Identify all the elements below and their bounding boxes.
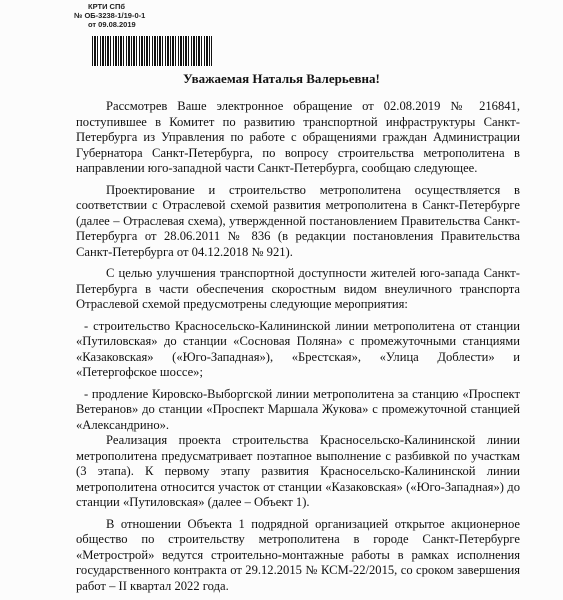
paragraph: В отношении Объекта 1 подрядной организацией открытое акционерное общество по строительству метрополитена в городе Санкт-Петербурге «Метрострой» ведутся строительно-монтажные работы в рамках исполнения государственного контракта от 29.12.2015 № КСМ-22/2015, со сроком завершения работ – II квартал 2022 года. <box>76 516 520 593</box>
paragraph: С целью улучшения транспортной доступности жителей юго-запада Санкт-Петербурга в части обеспечения скоростным видом внеуличного транспорта Отраслевой схемой предусмотрены следующие мероприятия: <box>76 266 520 311</box>
list-item: - продление Кировско-Выборгской линии метрополитена за станцию «Проспект Ветеранов» до станции «Проспект Маршала Жукова» с промежуточной станцией «Александрино». <box>76 386 520 432</box>
paragraph: Рассмотрев Ваше электронное обращение от 02.08.2019 № 216841, поступившее в Комитет по развитию транспортной инфраструктуры Санкт-Петербурга из Управления по работе с обращениями граждан Администрации Губернатора Санкт-Петербурга, по вопросу строительства метрополитена в направлении юго-западной части Санкт-Петербурга, сообщаю следующее. <box>76 99 520 175</box>
barcode-image <box>92 36 212 66</box>
registration-stamp <box>74 2 145 29</box>
stamp-org: КРТИ СПб <box>88 2 125 11</box>
stamp-number: № ОБ-3238-1/19-0-1 <box>74 11 146 20</box>
stamp-date: от 09.08.2019 <box>88 20 136 29</box>
paragraph: Проектирование и строительство метрополитена осуществляется в соответствии с Отраслевой схемой развития метрополитена в Санкт-Петербурге (далее – Отраслевая схема), утвержденной постановлением Правительства Санкт-Петербурга от 28.06.2011 № 836 (в редакции постановления Правительства Санкт-Петербурга от 04.12.2018 № 921). <box>76 182 520 259</box>
list-item: - строительство Красносельско-Калининской линии метрополитена от станции «Путиловская» до станции «Сосновая Поляна» с промежуточными станциями «Казаковская» («Юго-Западная»), «Брестская», «Улица Доблести» и «Петергофское шоссе»; <box>76 318 520 379</box>
paragraph: Реализация проекта строительства Красносельско-Калининской линии метрополитена предусматривает поэтапное выполнение с разбивкой по участкам (3 этапа). К первому этапу развития Красносельско-Калининской линии метрополитена относится участок от станции «Казаковская» («Юго-Западная») до станции «Путиловская» (далее – Объект 1). <box>76 433 520 509</box>
letter-body <box>76 99 520 594</box>
greeting: Уважаемая Наталья Валерьевна! <box>183 71 380 86</box>
